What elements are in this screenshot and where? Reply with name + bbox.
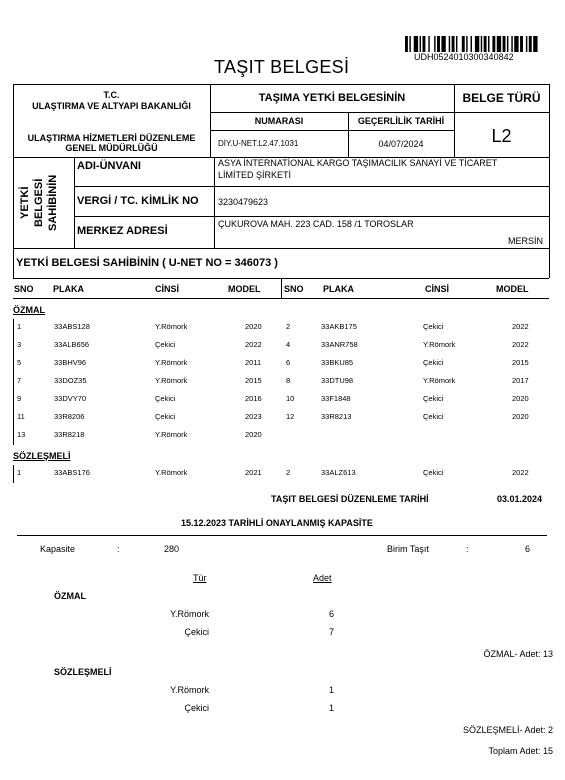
ozmal-cell-cinsi: Çekici [423,358,444,367]
ministry-name: ULAŞTIRMA VE ALTYAPI BAKANLIĞI [32,101,191,111]
city-value: MERSİN [507,236,543,246]
directorate-line-1: ULAŞTIRMA HİZMETLERİ DÜZENLEME [27,133,196,143]
tax-value: 3230479623 [218,197,269,207]
birim-value: 6 [525,544,531,554]
holder-side-label-2: BELGESİ [33,178,45,228]
validity-label: GEÇERLİLİK TARİHİ [357,116,445,126]
kapasite-colon: : [117,544,120,554]
col-model-left: MODEL [228,284,261,294]
soz-cell-model: 2022 [512,468,529,477]
number-value: DİY.U-NET.L2.47.1031 [218,139,299,148]
ozmal-cell-plaka: 33BKU85 [321,358,354,367]
birim-label: Birim Taşıt [387,544,429,554]
ozmal-cell-sno: 4 [286,340,291,349]
birim-colon: : [466,544,469,554]
name-label: ADI-ÜNVANI [77,160,141,172]
ozmal-cell-plaka: 33BHV96 [54,358,87,367]
col-plaka-left: PLAKA [53,284,84,294]
ozmal-cell-plaka: 33DTU98 [321,376,354,385]
unet-line: YETKİ BELGESİ SAHİBİNİN ( U-NET NO = 346073 ) [16,257,278,269]
barcode-number: UDH0524010300340842 [414,52,514,62]
tur-header: Tür [193,573,207,583]
ozmal-cell-sno: 2 [286,322,291,331]
kapasite-label: Kapasite [40,544,76,554]
cap-ozmal-adet-2: 7 [329,627,335,637]
ozmal-cell-cinsi: Y.Römork [423,340,456,349]
ozmal-cell-model: 2020 [245,322,262,331]
cap-soz-tur-1: Y.Römork [170,685,209,695]
ozmal-cell-sno: 12 [286,412,295,421]
ozmal-cell-plaka: 33DOZ35 [54,376,87,385]
doc-type-label: BELGE TÜRÜ [462,91,541,105]
capacity-heading: 15.12.2023 TARİHLİ ONAYLANMIŞ KAPASİTE [181,518,373,528]
directorate-line-2: GENEL MÜDÜRLÜĞÜ [65,143,158,153]
ozmal-cell-plaka: 33R8213 [321,412,352,421]
adet-header: Adet [313,573,332,583]
ozmal-cell-sno: 6 [286,358,291,367]
address-label: MERKEZ ADRESİ [77,225,168,237]
soz-cell-sno: 2 [286,468,291,477]
ozmal-cell-plaka: 33ALB656 [54,340,90,349]
ozmal-cell-plaka: 33ANR758 [321,340,358,349]
ozmal-cell-sno: 1 [17,322,22,331]
ozmal-cell-model: 2015 [245,376,262,385]
ozmal-cell-model: 2020 [512,412,529,421]
ozmal-cell-model: 2016 [245,394,262,403]
ozmal-cell-model: 2020 [245,430,262,439]
col-sno-left: SNO [14,284,34,294]
soz-cell-plaka: 33ALZ613 [321,468,356,477]
ozmal-cell-plaka: 33AKB175 [321,322,357,331]
cap-ozmal-adet-1: 6 [329,609,335,619]
ozmal-cell-cinsi: Y.Römork [155,358,188,367]
tax-label: VERGİ / TC. KİMLİK NO [77,195,199,207]
ozmal-cell-cinsi: Çekici [423,394,444,403]
ozmal-cell-model: 2022 [245,340,262,349]
ozmal-cell-cinsi: Çekici [155,340,176,349]
kapasite-value: 280 [164,544,180,554]
ozmal-cell-cinsi: Çekici [155,394,176,403]
soz-cell-model: 2021 [245,468,262,477]
cap-soz-total: SÖZLEŞMELİ- Adet: 2 [462,725,553,735]
tc-label: T.C. [103,90,120,100]
ozmal-cell-sno: 9 [17,394,22,403]
issue-date-value: 03.01.2024 [497,494,543,504]
cap-soz-tur-2: Çekici [184,703,209,713]
soz-cell-cinsi: Y.Römork [155,468,188,477]
cap-soz-adet-2: 1 [329,703,335,713]
ozmal-cell-model: 2023 [245,412,262,421]
ozmal-cell-model: 2015 [512,358,529,367]
ozmal-cell-plaka: 33ABS128 [54,322,90,331]
soz-cell-plaka: 33ABS176 [54,468,90,477]
cap-ozmal-tur-2: Çekici [184,627,209,637]
ozmal-cell-sno: 7 [17,376,22,385]
name-value-line-1: ASYA İNTERNATİONAL KARGO TAŞIMACILIK SANAYİ VE TİCARET [218,158,498,168]
ozmal-cell-plaka: 33R8218 [54,430,85,439]
ozmal-cell-sno: 3 [17,340,22,349]
holder-side-label-3: SAHİBİNİN [47,174,59,232]
ozmal-cell-model: 2011 [245,358,262,367]
ozmal-cell-cinsi: Y.Römork [155,376,188,385]
document-title: TAŞIT BELGESİ [214,57,350,77]
col-plaka-right: PLAKA [323,284,354,294]
cap-ozmal-title: ÖZMAL [54,591,86,601]
col-cinsi-right: CİNSİ [425,284,450,294]
address-value: ÇUKUROVA MAH. 223 CAD. 158 /1 TOROSLAR [218,219,414,229]
sozlesmeli-section-title: SÖZLEŞMELİ [13,451,71,461]
name-value-line-2: LİMİTED ŞİRKETİ [218,170,292,180]
ozmal-cell-model: 2022 [512,322,529,331]
ozmal-cell-model: 2020 [512,394,529,403]
ozmal-cell-sno: 11 [17,412,25,421]
col-model-right: MODEL [496,284,529,294]
col-sno-right: SNO [284,284,304,294]
number-label: NUMARASI [254,116,304,126]
ozmal-cell-plaka: 33R8206 [54,412,85,421]
cap-soz-adet-1: 1 [329,685,335,695]
soz-cell-sno: 1 [17,468,22,477]
auth-doc-title: TAŞIMA YETKİ BELGESİNİN [258,92,406,104]
ozmal-cell-cinsi: Y.Römork [155,322,188,331]
doc-type-value: L2 [491,126,512,146]
ozmal-cell-plaka: 33F1848 [321,394,351,403]
ozmal-cell-cinsi: Çekici [155,412,176,421]
ozmal-cell-model: 2017 [512,376,529,385]
ozmal-cell-sno: 10 [286,394,295,403]
ozmal-cell-cinsi: Y.Römork [423,376,456,385]
issue-date-label: TAŞIT BELGESİ DÜZENLEME TARİHİ [271,494,429,504]
cap-soz-title: SÖZLEŞMELİ [54,667,112,677]
soz-cell-cinsi: Çekici [423,468,444,477]
ozmal-cell-cinsi: Y.Römork [155,430,188,439]
ozmal-cell-cinsi: Çekici [423,322,444,331]
ozmal-cell-sno: 13 [17,430,26,439]
cap-ozmal-tur-1: Y.Römork [170,609,209,619]
col-cinsi-left: CİNSİ [155,284,180,294]
holder-side-label-1: YETKİ [19,186,31,220]
ozmal-cell-cinsi: Çekici [423,412,444,421]
ozmal-cell-model: 2022 [512,340,529,349]
ozmal-section-title: ÖZMAL [13,305,45,315]
cap-grand-total: Toplam Adet: 15 [488,746,553,756]
barcode-graphic [405,36,539,52]
validity-value: 04/07/2024 [378,139,424,149]
ozmal-cell-sno: 8 [286,376,291,385]
ozmal-cell-plaka: 33DVY70 [54,394,87,403]
cap-ozmal-total: ÖZMAL- Adet: 13 [483,649,553,659]
ozmal-cell-sno: 5 [17,358,22,367]
